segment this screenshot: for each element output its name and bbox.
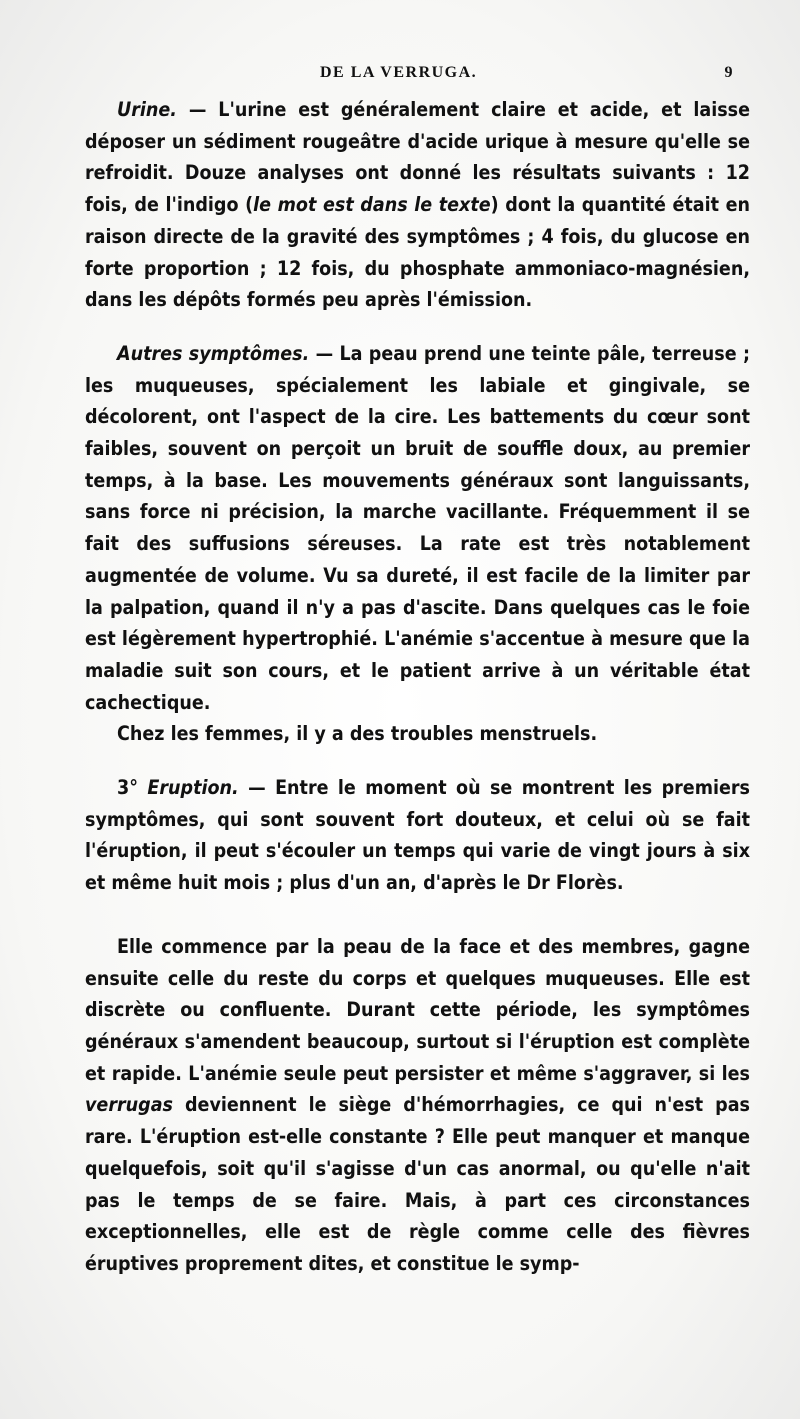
page-header: [88, 62, 734, 84]
section-number: 3°: [117, 776, 148, 800]
paragraph-elle-commence: [85, 931, 750, 1280]
paragraph-text: — L'urine est généralement claire et acide, et laisse déposer un sédiment rougeâtre d'acide urique à mesure qu'elle se refroidit. Douze analyses ont donné les résultats suivants : 12 fois, de l'indigo (: [85, 98, 750, 217]
italic-note: le mot est dans le texte: [253, 193, 491, 217]
section-heading-autres-symptomes: Autres symptômes.: [117, 341, 310, 365]
paragraph-text: ) dont la quantité était en raison directe de la gravité des symptômes ; 4 fois, du glucose en forte proportion ; 12 fois, du phosphate ammoniaco-magnésien, dans les dépôts formés peu après l'émission.: [85, 193, 750, 312]
paragraph-text: — La peau prend une teinte pâle, terreuse ; les muqueuses, spécialement les labiale et gingivale, se décolorent, ont l'aspect de la cire. Les battements du cœur sont faibles, souvent on perçoit un bruit de souffle doux, au premier temps, à la base. Les mouvements généraux sont languissants, sans force ni précision, la marche vacillante. Fréquemment il se fait des suffusions séreuses. La rate est très notablement augmentée de volume. Vu sa dureté, il est facile de la limiter par la palpation, quand il n'y a pas d'ascite. Dans quelques cas le foie est légèrement hypertrophié. L'anémie s'accentue à mesure que la maladie suit son cours, et le patient arrive à un véritable état cachectique.: [85, 341, 750, 714]
paragraph-spacer: [85, 316, 750, 338]
paragraph-spacer: [85, 750, 750, 772]
paragraph-eruption: [85, 772, 750, 899]
page-number: 9: [724, 64, 734, 81]
section-heading-eruption: Eruption.: [147, 776, 239, 800]
paragraph-text: — Entre le moment où se montrent les premiers symptômes, qui sont souvent fort douteux, et celui où se fait l'éruption, il peut s'écouler un temps qui varie de vingt jours à six et même huit mois ; plus d'un an, d'après le Dr Florès.: [85, 776, 750, 895]
paragraph-urine: [85, 94, 750, 316]
italic-term-verrugas: verrugas: [85, 1093, 173, 1117]
paragraph-text: deviennent le siège d'hémorrhagies, ce qui n'est pas rare. L'éruption est-elle constante ? Elle peut manquer et manque quelquefois, soit qu'il s'agisse d'un cas anormal, ou qu'elle n'ait pas le temps de se faire. Mais, à part ces circonstances exceptionnelles, elle est de règle comme celle des fièvres éruptives proprement dites, et constitue le symp-: [85, 1093, 750, 1275]
body-text: [85, 94, 750, 1280]
paragraph-autres-symptomes: [85, 338, 750, 718]
running-title: DE LA VERRUGA.: [320, 64, 478, 81]
paragraph-femmes: Chez les femmes, il y a des troubles menstruels.: [117, 722, 598, 746]
section-heading-urine: Urine.: [117, 98, 177, 121]
paragraph-text: Elle commence par la peau de la face et des membres, gagne ensuite celle du reste du corps et quelques muqueuses. Elle est discrète ou confluente. Durant cette période, les symptômes généraux s'amendent beaucoup, surtout si l'éruption est complète et rapide. L'anémie seule peut persister et même s'aggraver, si les: [85, 934, 750, 1085]
paragraph-spacer: [85, 899, 750, 931]
